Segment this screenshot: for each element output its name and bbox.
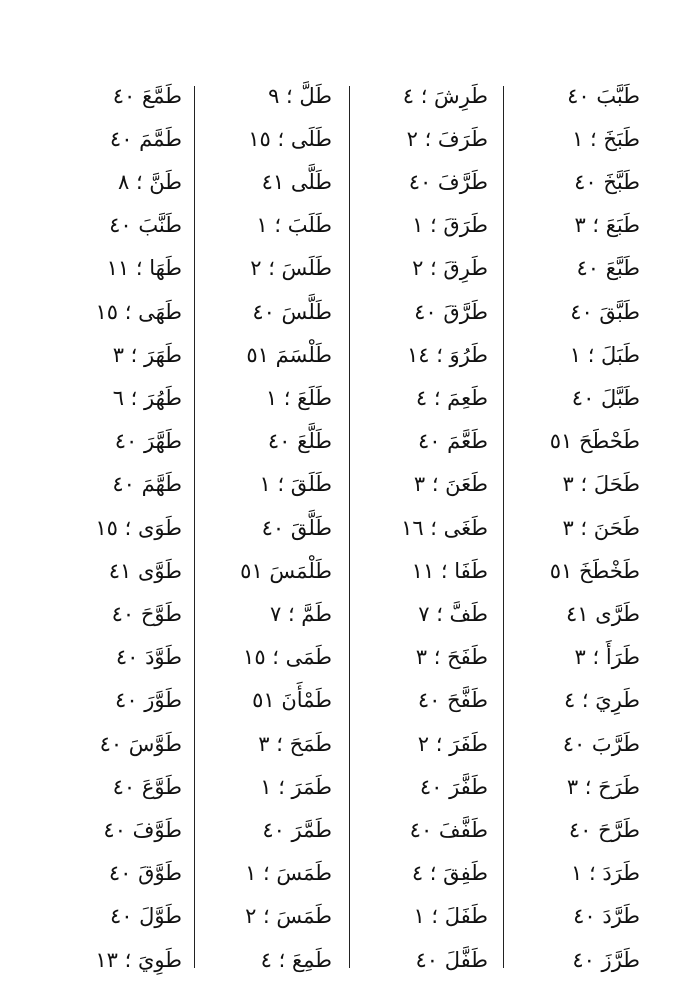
dictionary-entry: طَبَّلَ ٤٠ — [571, 385, 640, 410]
dictionary-entry: طَمَحَ ؛ ٣ — [258, 731, 332, 756]
dictionary-entry: طَفَّلَ ٤٠ — [415, 947, 488, 972]
dictionary-entry: طَوَى ؛ ١٥ — [95, 515, 182, 540]
dictionary-entry: طَخْطَخَ ٥١ — [549, 558, 640, 583]
dictionary-entry: طَرِيَ ؛ ٤ — [563, 688, 640, 713]
dictionary-entry: طَرِشَ ؛ ٤ — [402, 83, 488, 108]
dictionary-entry: طَوَّحَ ٤٠ — [111, 601, 182, 626]
dictionary-entry: طَلْمَسَ ٥١ — [240, 558, 332, 583]
dictionary-entry: طَبَّعَ ٤٠ — [576, 256, 640, 281]
dictionary-entry: طَمَّرَ ٤٠ — [262, 817, 332, 842]
column-2 — [338, 68, 488, 975]
dictionary-entry: طَهَّمَ ٤٠ — [112, 472, 182, 497]
dictionary-entry: طَفَلَ ؛ ١ — [413, 904, 488, 929]
dictionary-entry: طَلَّى ٤١ — [261, 169, 332, 194]
dictionary-entry: طَمَرَ ؛ ١ — [260, 774, 332, 799]
dictionary-entry: طَرَّفَ ٤٠ — [408, 169, 488, 194]
dictionary-entry: طَبَّخَ ٤٠ — [574, 169, 640, 194]
dictionary-entry: طَهُرَ ؛ ٦ — [112, 385, 182, 410]
dictionary-entry: طَمَى ؛ ١٥ — [243, 645, 332, 670]
dictionary-entry: طَمَسَ ؛ ١ — [245, 861, 332, 886]
dictionary-entry: طَهَى ؛ ١٥ — [95, 299, 182, 324]
dictionary-entry: طَلَّعَ ٤٠ — [267, 429, 332, 454]
dictionary-entry: طَلَقَ ؛ ١ — [259, 472, 332, 497]
dictionary-entry: طَفَا ؛ ١١ — [411, 558, 488, 583]
dictionary-entry: طَعَّمَ ٤٠ — [417, 429, 488, 454]
dictionary-entry: طَوَّلَ ٤٠ — [109, 904, 182, 929]
dictionary-entry: طَمَّمَ ٤٠ — [109, 126, 182, 151]
dictionary-entry: طَمَّ ؛ ٧ — [270, 601, 332, 626]
dictionary-entry: طَفَرَ ؛ ٢ — [417, 731, 488, 756]
dictionary-entry: طَوَّى ٤١ — [108, 558, 182, 583]
dictionary-entry: طَعَنَ ؛ ٣ — [413, 472, 488, 497]
dictionary-entry: طَلْسَمَ ٥١ — [246, 342, 332, 367]
dictionary-entry: طَغَى ؛ ١٦ — [401, 515, 488, 540]
dictionary-entry: طَفَّفَ ٤٠ — [409, 817, 488, 842]
dictionary-entry: طَرَّى ٤١ — [566, 601, 640, 626]
dictionary-entry: طَهَا ؛ ١١ — [106, 256, 182, 281]
dictionary-entry: طَفَّرَ ٤٠ — [419, 774, 488, 799]
dictionary-entry: طَحْطَحَ ٥١ — [549, 429, 640, 454]
dictionary-entry: طَفَّحَ ٤٠ — [417, 688, 488, 713]
dictionary-entry: طَمِعَ ؛ ٤ — [260, 947, 332, 972]
dictionary-entry: طَرَّدَ ٤٠ — [573, 904, 640, 929]
dictionary-entry: طَبَعَ ؛ ٣ — [574, 213, 640, 238]
dictionary-entry: طَمْأَنَ ٥١ — [252, 688, 332, 713]
dictionary-entry: طَرَّحَ ٤٠ — [568, 817, 640, 842]
dictionary-entry: طَلَى ؛ ١٥ — [248, 126, 332, 151]
dictionary-entry: طَبَلَ ؛ ١ — [569, 342, 640, 367]
dictionary-entry: طَلَسَ ؛ ٢ — [250, 256, 332, 281]
dictionary-page — [95, 68, 648, 975]
column-divider — [349, 86, 350, 968]
dictionary-entry: طَوَّسَ ٤٠ — [99, 731, 182, 756]
dictionary-entry: طَرَّبَ ٤٠ — [562, 731, 640, 756]
column-1 — [490, 68, 640, 975]
dictionary-entry: طَوَّدَ ٤٠ — [115, 645, 182, 670]
dictionary-entry: طَوَّرَ ٤٠ — [115, 688, 182, 713]
dictionary-entry: طَرَقَ ؛ ١ — [412, 213, 488, 238]
dictionary-entry: طَبَخَ ؛ ١ — [572, 126, 640, 151]
dictionary-entry: طَمَّعَ ٤٠ — [112, 83, 182, 108]
dictionary-entry: طَرِقَ ؛ ٢ — [412, 256, 488, 281]
column-divider — [194, 86, 195, 968]
dictionary-entry: طَبَّقَ ٤٠ — [570, 299, 640, 324]
dictionary-entry: طَلَعَ ؛ ١ — [265, 385, 332, 410]
dictionary-entry: طَفَّ ؛ ٧ — [418, 601, 488, 626]
dictionary-entry: طَرَحَ ؛ ٣ — [566, 774, 640, 799]
dictionary-entry: طَوَّقَ ٤٠ — [108, 861, 182, 886]
dictionary-entry: طَلَّ ؛ ٩ — [268, 83, 332, 108]
dictionary-entry: طَوَّعَ ٤٠ — [112, 774, 182, 799]
dictionary-entry: طَرُوَ ؛ ١٤ — [406, 342, 488, 367]
dictionary-entry: طَلَّسَ ٤٠ — [252, 299, 332, 324]
dictionary-entry: طَحَلَ ؛ ٣ — [562, 472, 640, 497]
dictionary-entry: طَوِيَ ؛ ١٣ — [95, 947, 182, 972]
dictionary-entry: طَنَّ ؛ ٨ — [117, 169, 182, 194]
dictionary-entry: طَرَّقَ ٤٠ — [414, 299, 488, 324]
dictionary-entry: طَمَسَ ؛ ٢ — [245, 904, 332, 929]
column-3 — [182, 68, 332, 975]
dictionary-entry: طَفَحَ ؛ ٣ — [415, 645, 488, 670]
dictionary-entry: طَلَبَ ؛ ١ — [256, 213, 332, 238]
dictionary-entry: طَعِمَ ؛ ٤ — [415, 385, 488, 410]
dictionary-entry: طَلَّقَ ٤٠ — [261, 515, 332, 540]
column-divider — [503, 86, 504, 968]
column-4 — [32, 68, 182, 975]
dictionary-entry: طَنَّبَ ٤٠ — [109, 213, 182, 238]
dictionary-entry: طَهَرَ ؛ ٣ — [112, 342, 182, 367]
dictionary-entry: طَرَأَ ؛ ٣ — [574, 645, 640, 670]
dictionary-entry: طَبَّبَ ٤٠ — [567, 83, 640, 108]
dictionary-entry: طَحَنَ ؛ ٣ — [562, 515, 640, 540]
dictionary-entry: طَفِقَ ؛ ٤ — [411, 861, 488, 886]
dictionary-entry: طَرَّزَ ٤٠ — [572, 947, 640, 972]
dictionary-entry: طَرَدَ ؛ ١ — [571, 861, 640, 886]
dictionary-entry: طَهَّرَ ٤٠ — [114, 429, 182, 454]
dictionary-entry: طَرَفَ ؛ ٢ — [406, 126, 488, 151]
dictionary-entry: طَوَّفَ ٤٠ — [103, 817, 182, 842]
